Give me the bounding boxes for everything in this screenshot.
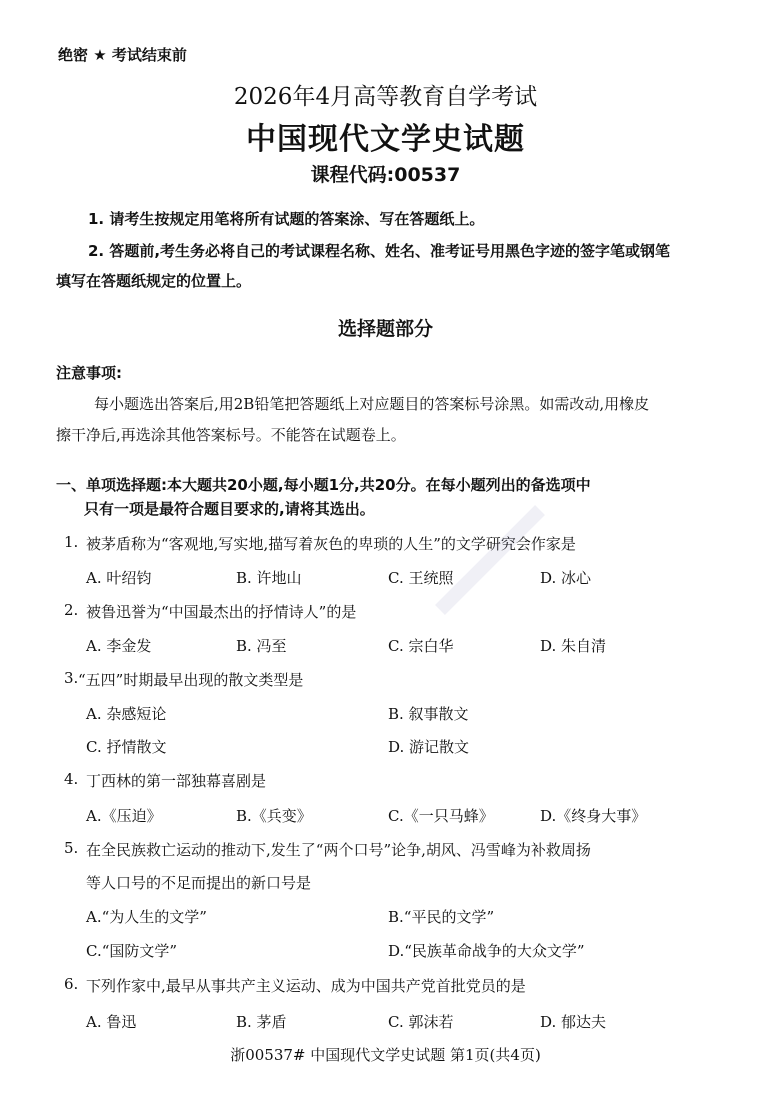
option-d: D. 郁达夫 <box>540 1013 607 1031</box>
option-a: A. 叶绍钧 <box>86 569 152 587</box>
confidential-label: 绝密 ★ 考试结束前 <box>58 46 187 64</box>
course-code: 课程代码:00537 <box>310 164 461 186</box>
instruction-1: 1. 请考生按规定用笔将所有试题的答案涂、写在答题纸上。 <box>88 210 485 228</box>
question-number: 5. <box>64 839 79 857</box>
question-number: 6. <box>64 975 79 993</box>
option-b: B.《兵变》 <box>236 807 312 825</box>
option-b: B. 茅盾 <box>236 1013 287 1031</box>
subject-title: 中国现代文学史试题 <box>246 122 525 157</box>
option-b: B.“平民的文学” <box>388 908 495 926</box>
section-title: 选择题部分 <box>337 318 433 340</box>
option-c: C. 抒情散文 <box>86 738 167 756</box>
option-c: C.“国防文学” <box>86 942 178 960</box>
question-text: 下列作家中,最早从事共产主义运动、成为中国共产党首批党员的是 <box>86 977 526 995</box>
option-c: C. 郭沫若 <box>388 1013 454 1031</box>
question-text: 被茅盾称为“客观地,写实地,描写着灰色的卑琐的人生”的文学研究会作家是 <box>86 535 576 553</box>
question-text: 在全民族救亡运动的推动下,发生了“两个口号”论争,胡风、冯雪峰为补救周扬 <box>86 841 591 859</box>
option-d: D. 朱自清 <box>540 637 607 655</box>
faint-watermark-graphic <box>430 500 550 620</box>
question-text: 丁西林的第一部独幕喜剧是 <box>86 772 267 790</box>
exam-title: 2026年4月高等教育自学考试 <box>233 84 538 110</box>
question-number: 1. <box>64 533 79 551</box>
option-b: B. 许地山 <box>236 569 302 587</box>
question-text: “五四”时期最早出现的散文类型是 <box>78 671 304 689</box>
option-c: C. 宗白华 <box>388 637 454 655</box>
question-text-cont: 等人口号的不足而提出的新口号是 <box>86 874 312 892</box>
instruction-2-cont: 填写在答题纸规定的位置上。 <box>56 272 252 290</box>
question-number: 2. <box>64 601 79 619</box>
instruction-2: 2. 答题前,考生务必将自己的考试课程名称、姓名、准考证号用黑色字迹的签字笔或钢笔 <box>88 242 671 260</box>
option-a: A.“为人生的文学” <box>86 908 207 926</box>
question-text: 被鲁迅誉为“中国最杰出的抒情诗人”的是 <box>86 603 357 621</box>
part-one-heading-cont: 只有一项是最符合题目要求的,请将其选出。 <box>84 500 375 518</box>
question-number: 3. <box>64 669 79 687</box>
option-b: B. 叙事散文 <box>388 705 469 723</box>
option-a: A. 鲁迅 <box>86 1013 137 1031</box>
notice-line-2: 擦干净后,再选涂其他答案标号。不能答在试题卷上。 <box>56 426 406 444</box>
option-b: B. 冯至 <box>236 637 287 655</box>
option-a: A. 杂感短论 <box>86 705 167 723</box>
part-one-heading: 一、单项选择题:本大题共20小题,每小题1分,共20分。在每小题列出的备选项中 <box>56 476 591 494</box>
option-d: D.《终身大事》 <box>540 807 647 825</box>
option-d: D. 游记散文 <box>388 738 470 756</box>
question-number: 4. <box>64 770 79 788</box>
option-d: D. 冰心 <box>540 569 592 587</box>
option-c: C. 王统照 <box>388 569 454 587</box>
option-d: D.“民族革命战争的大众文学” <box>388 942 585 960</box>
notice-label: 注意事项: <box>56 364 122 382</box>
page-footer: 浙00537# 中国现代文学史试题 第1页(共4页) <box>230 1046 541 1064</box>
notice-line-1: 每小题选出答案后,用2B铅笔把答题纸上对应题目的答案标号涂黑。如需改动,用橡皮 <box>94 395 650 413</box>
option-a: A.《压迫》 <box>86 807 162 825</box>
option-c: C.《一只马蜂》 <box>388 807 494 825</box>
option-a: A. 李金发 <box>86 637 152 655</box>
